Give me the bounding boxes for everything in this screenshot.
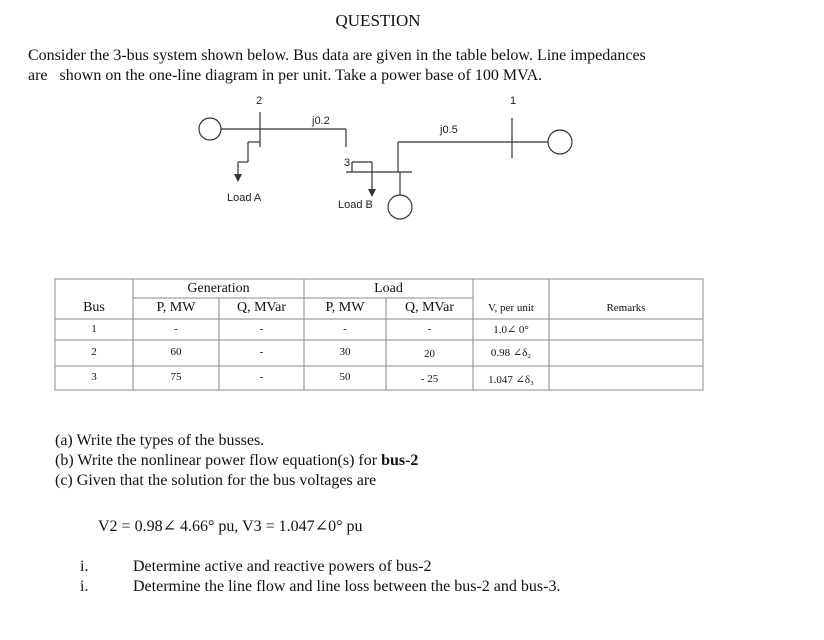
load-b-label: Load B (338, 199, 373, 211)
row-3-voltage: 1.047 ∠δ₃ (488, 374, 534, 386)
row-2-gen-q: - (259, 346, 264, 358)
subquestion-2-text: Determine the line flow and line loss between the bus-2 and bus-3. (133, 578, 561, 595)
subquestion-2-number: i. (80, 578, 89, 595)
row-3-bus: 3 (91, 371, 97, 383)
header-voltage: V, per unit (488, 302, 534, 314)
row-2-load-q: 20 (424, 348, 435, 360)
row-1-voltage: 1.0∠ 0° (493, 324, 529, 336)
bus-1-label: 1 (510, 95, 517, 107)
header-remarks: Remarks (606, 302, 646, 314)
row-2-gen-p: 60 (170, 346, 182, 358)
header-gen-q: Q, MVar (237, 300, 286, 315)
row-3-gen-q: - (259, 371, 264, 383)
row-1-bus: 1 (91, 323, 97, 335)
bus-3-label: 3 (344, 157, 351, 169)
row-2-load-p: 30 (339, 346, 351, 358)
header-load-p: P, MW (325, 300, 365, 315)
subquestion-1-text: Determine active and reactive powers of bus-2 (133, 558, 432, 575)
row-3-load-q: - 25 (420, 373, 439, 385)
header-bus: Bus (83, 300, 105, 315)
row-1-load-p: - (343, 323, 347, 335)
part-b (55, 451, 418, 471)
intro-line-2: are shown on the one-line diagram in per unit. Take a power base of 100 MVA. (28, 67, 543, 84)
header-gen-p: P, MW (156, 300, 196, 315)
generation-group-header: Generation (187, 281, 250, 296)
row-2-voltage: 0.98 ∠δ₂ (490, 347, 532, 359)
load-a-label: Load A (227, 192, 262, 204)
row-3-gen-p: 75 (170, 371, 182, 383)
row-1-gen-p: - (174, 323, 178, 335)
voltage-solution: V2 = 0.98∠ 4.66° pu, V3 = 1.047∠0° pu (98, 518, 363, 535)
row-2-bus: 2 (91, 346, 97, 358)
bus-2-label: 2 (256, 95, 263, 107)
row-1-load-q: - (427, 323, 432, 335)
intro-line-1: Consider the 3-bus system shown below. Bus data are given in the table below. Line impedances (28, 47, 646, 64)
subquestion-1-number: i. (80, 558, 89, 575)
line-23-impedance: j0.2 (312, 115, 330, 127)
part-b-bold: bus-2 (381, 452, 419, 469)
part-b-text: (b) Write the nonlinear power flow equation(s) for (55, 452, 382, 469)
load-group-header: Load (374, 281, 403, 296)
line-13-impedance: j0.5 (440, 124, 458, 136)
row-3-load-p: 50 (339, 371, 351, 383)
question-parts (55, 431, 418, 491)
row-1-gen-q: - (259, 323, 264, 335)
question-title: QUESTION (335, 11, 421, 30)
header-load-q: Q, MVar (405, 300, 454, 315)
part-a: (a) Write the types of the busses. (55, 432, 265, 449)
part-c: (c) Given that the solution for the bus voltages are (55, 472, 377, 489)
